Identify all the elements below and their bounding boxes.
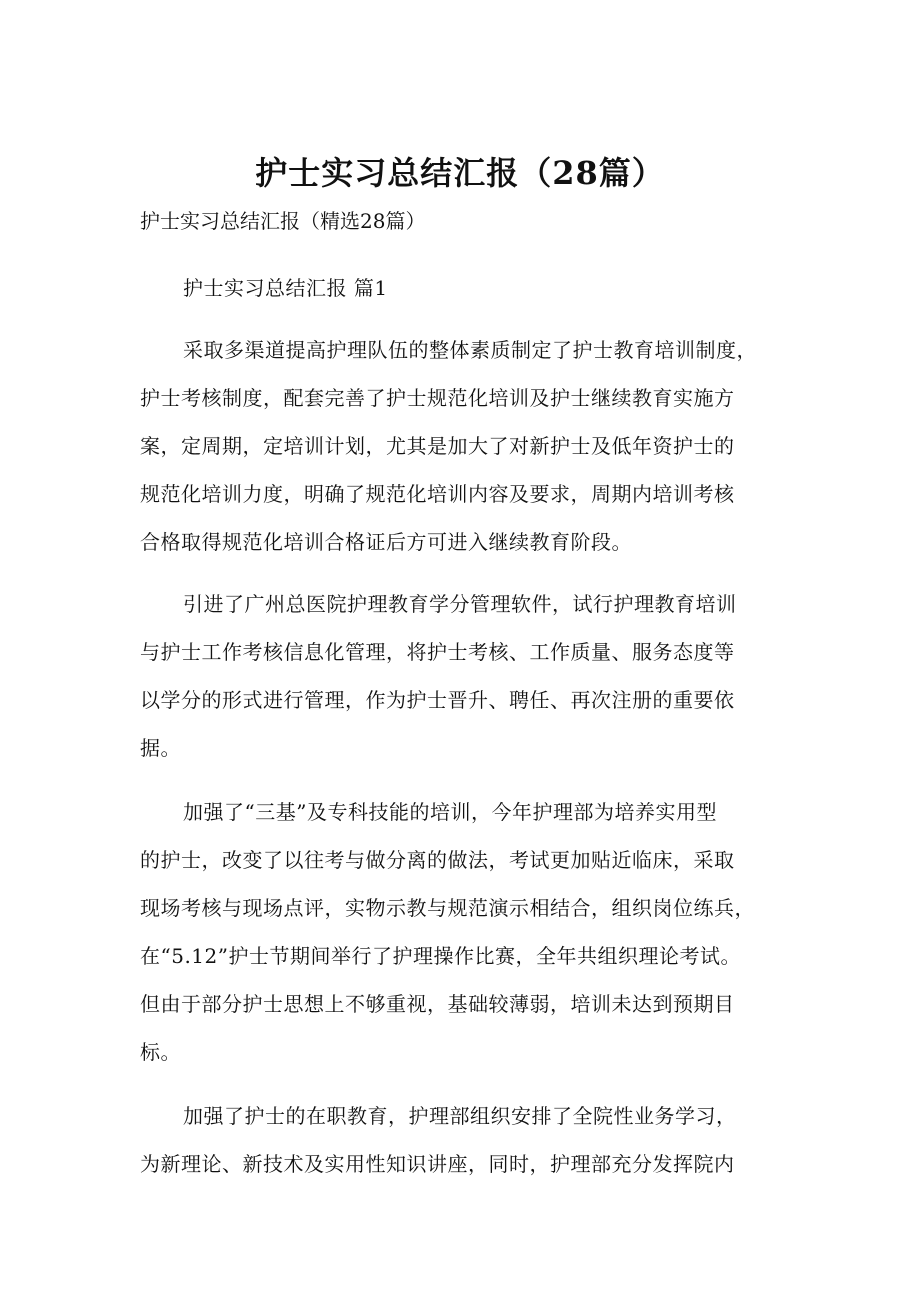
paragraph-line: 在“5.12”护士节期间举行了护理操作比赛，全年共组织理论考试。 xyxy=(140,944,741,968)
paragraph-line: 采取多渠道提高护理队伍的整体素质制定了护士教育培训制度， xyxy=(183,338,757,362)
paragraph-line: 但由于部分护士思想上不够重视，基础较薄弱，培训未达到预期目 xyxy=(140,992,735,1016)
paragraph-line: 现场考核与现场点评，实物示教与规范演示相结合，组织岗位练兵， xyxy=(140,896,755,920)
paragraph-line: 以学分的形式进行管理，作为护士晋升、聘任、再次注册的重要依 xyxy=(140,688,735,712)
paragraph-line: 护士考核制度，配套完善了护士规范化培训及护士继续教育实施方 xyxy=(140,386,735,410)
paragraph-line: 案，定周期，定培训计划，尤其是加大了对新护士及低年资护士的 xyxy=(140,434,735,458)
section-heading: 护士实习总结汇报 篇1 xyxy=(183,276,388,300)
paragraph-line: 据。 xyxy=(140,736,181,760)
paragraph-line: 的护士，改变了以往考与做分离的做法，考试更加贴近临床，采取 xyxy=(140,848,735,872)
paragraph-line: 加强了护士的在职教育，护理部组织安排了全院性业务学习， xyxy=(183,1104,737,1128)
paragraph-line: 规范化培训力度，明确了规范化培训内容及要求，周期内培训考核 xyxy=(140,482,735,506)
paragraph-line: 引进了广州总医院护理教育学分管理软件，试行护理教育培训 xyxy=(183,592,737,616)
document-subtitle: 护士实习总结汇报（精选28篇） xyxy=(140,209,426,233)
paragraph-line: 加强了“三基”及专科技能的培训，今年护理部为培养实用型 xyxy=(183,800,717,824)
document-title: 护士实习总结汇报（28篇） xyxy=(255,154,665,192)
paragraph-line: 标。 xyxy=(140,1040,181,1064)
paragraph-line: 与护士工作考核信息化管理，将护士考核、工作质量、服务态度等 xyxy=(140,640,735,664)
paragraph-line: 合格取得规范化培训合格证后方可进入继续教育阶段。 xyxy=(140,530,632,554)
paragraph-line: 为新理论、新技术及实用性知识讲座，同时，护理部充分发挥院内 xyxy=(140,1152,735,1176)
